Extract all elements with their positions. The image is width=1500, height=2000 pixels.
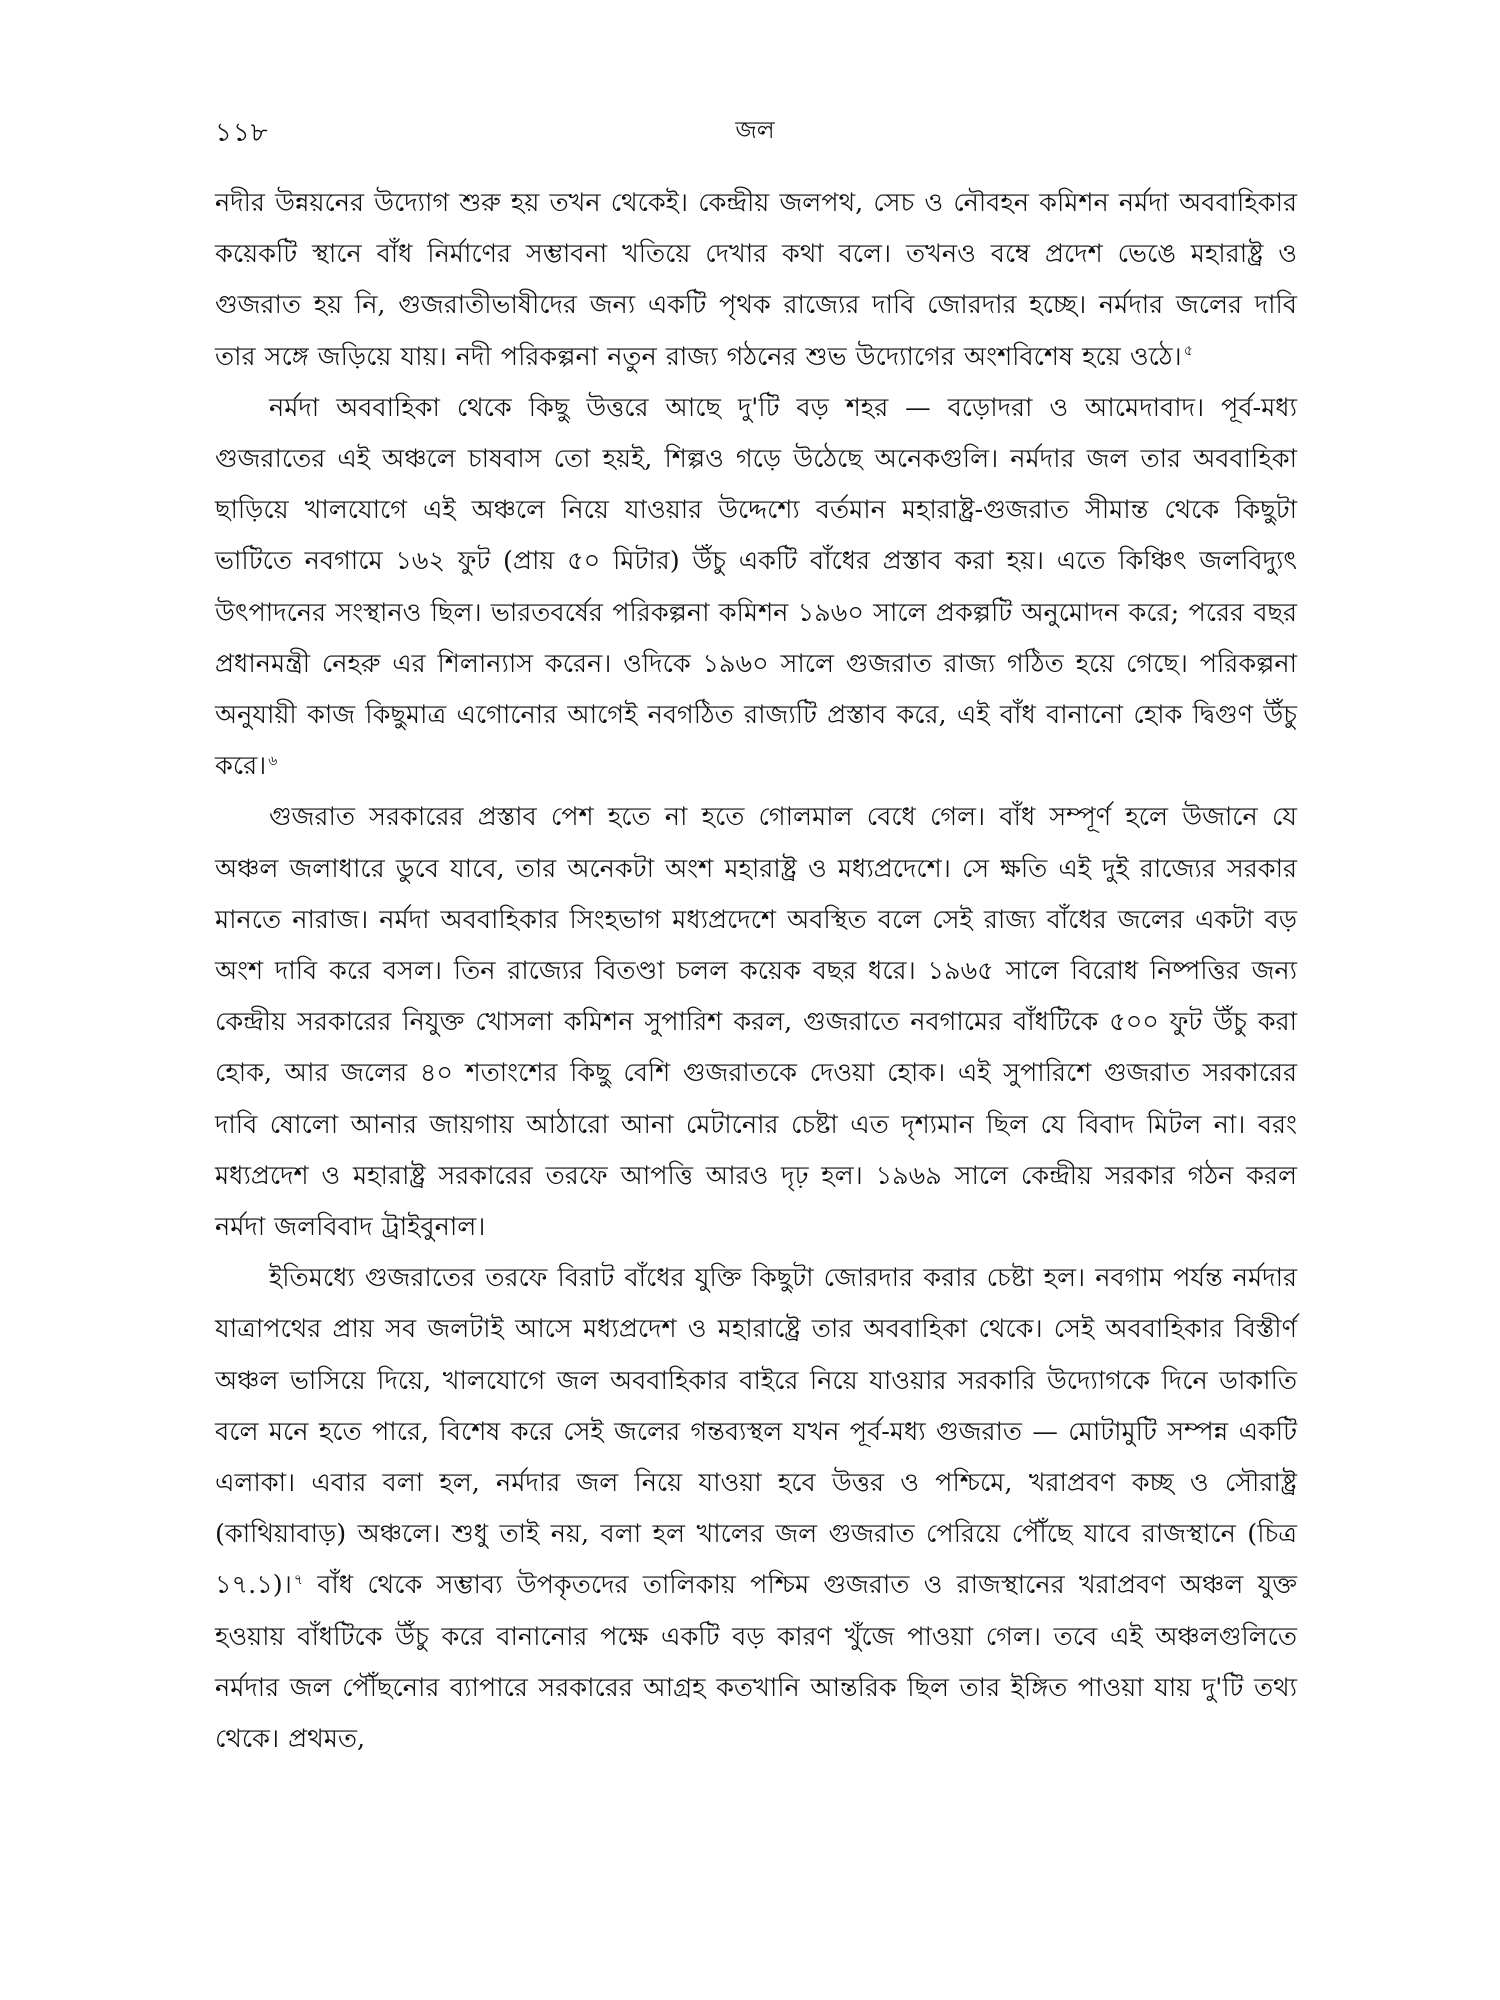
running-title: জল <box>735 116 775 144</box>
footnote-ref: ৫ <box>1183 343 1193 360</box>
paragraph-2 <box>215 383 1297 793</box>
paragraph-text: গুজরাত সরকারের প্রস্তাব পেশ হতে না হতে গোলমাল বেধে গেল। বাঁধ সম্পূর্ণ হলে উজানে যে অঞ্চল জলাধারে ডুবে যাবে, তার অনেকটা অংশ মহারাষ্ট্র ও মধ্যপ্রদেশে। সে ক্ষতি এই দুই রাজ্যের সরকার মানতে নারাজ। নর্মদা অববাহিকার সিংহভাগ মধ্যপ্রদেশে অবস্থিত বলে সেই রাজ্য বাঁধের জলের একটা বড় অংশ দাবি করে বসল। তিন রাজ্যের বিতণ্ডা চলল কয়েক বছর ধরে। ১৯৬৫ সালে বিরোধ নিষ্পত্তির জন্য কেন্দ্রীয় সরকারের নিযুক্ত খোসলা কমিশন সুপারিশ করল, গুজরাতে নবগামের বাঁধটিকে ৫০০ ফুট উঁচু করা হোক, আর জলের ৪০ শতাংশের কিছু বেশি গুজরাতকে দেওয়া হোক। এই সুপারিশে গুজরাত সরকারের দাবি ষোলো আনার জায়গায় আঠারো আনা মেটানোর চেষ্টা এত দৃশ্যমান ছিল যে বিবাদ মিটল না। বরং মধ্যপ্রদেশ ও মহারাষ্ট্র সরকারের তরফে আপত্তি আরও দৃঢ় হল। ১৯৬৯ সালে কেন্দ্রীয় সরকার গঠন করল নর্মদা জলবিবাদ ট্রাইবুনাল। <box>215 802 1297 1243</box>
paragraph-text: নর্মদা অববাহিকা থেকে কিছু উত্তরে আছে দু'টি বড় শহর — বড়োদরা ও আমেদাবাদ। পূর্ব-মধ্য গুজরাতের এই অঞ্চলে চাষবাস তো হয়ই, শিল্পও গড়ে উঠেছে অনেকগুলি। নর্মদার জল তার অববাহিকা ছাড়িয়ে খালযোগে এই অঞ্চলে নিয়ে যাওয়ার উদ্দেশ্যে বর্তমান মহারাষ্ট্র-গুজরাত সীমান্ত থেকে কিছুটা ভাটিতে নবগামে ১৬২ ফুট (প্রায় ৫০ মিটার) উঁচু একটি বাঁধের প্রস্তাব করা হয়। এতে কিঞ্চিৎ জলবিদ্যুৎ উৎপাদনের সংস্থানও ছিল। ভারতবর্ষের পরিকল্পনা কমিশন ১৯৬০ সালে প্রকল্পটি অনুমোদন করে; পরের বছর প্রধানমন্ত্রী নেহরু এর শিলান্যাস করেন। ওদিকে ১৯৬০ সালে গুজরাত রাজ্য গঠিত হয়ে গেছে। পরিকল্পনা অনুযায়ী কাজ কিছুমাত্র এগোনোর আগেই নবগঠিত রাজ্যটি প্রস্তাব করে, এই বাঁধ বানানো হোক দ্বিগুণ উঁচু করে। <box>215 392 1297 782</box>
page-number: ১১৮ <box>215 118 269 148</box>
paragraph-3 <box>215 792 1297 1253</box>
paragraph-1 <box>215 178 1297 383</box>
footnote-ref: ৬ <box>268 752 278 769</box>
paragraph-4 <box>215 1253 1297 1765</box>
running-head <box>215 112 1295 152</box>
paragraph-text: ইতিমধ্যে গুজরাতের তরফে বিরাট বাঁধের যুক্তি কিছুটা জোরদার করার চেষ্টা হল। নবগাম পর্যন্ত নর্মদার যাত্রাপথের প্রায় সব জলটাই আসে মধ্যপ্রদেশ ও মহারাষ্ট্রে তার অববাহিকা থেকে। সেই অববাহিকার বিস্তীর্ণ অঞ্চল ভাসিয়ে দিয়ে, খালযোগে জল অববাহিকার বাইরে নিয়ে যাওয়ার সরকারি উদ্যোগকে দিনে ডাকাতি বলে মনে হতে পারে, বিশেষ করে সেই জলের গন্তব্যস্থল যখন পূর্ব-মধ্য গুজরাত — মোটামুটি সম্পন্ন একটি এলাকা। এবার বলা হল, নর্মদার জল নিয়ে যাওয়া হবে উত্তর ও পশ্চিমে, খরাপ্রবণ কচ্ছ ও সৌরাষ্ট্র (কাথিয়াবাড়) অঞ্চলে। শুধু তাই নয়, বলা হল খালের জল গুজরাত পেরিয়ে পৌঁছে যাবে রাজস্থানে (চিত্র ১৭.১)। <box>215 1263 1297 1601</box>
paragraph-text: নদীর উন্নয়নের উদ্যোগ শুরু হয় তখন থেকেই। কেন্দ্রীয় জলপথ, সেচ ও নৌবহন কমিশন নর্মদা অববাহিকার কয়েকটি স্থানে বাঁধ নির্মাণের সম্ভাবনা খতিয়ে দেখার কথা বলে। তখনও বম্বে প্রদেশ ভেঙে মহারাষ্ট্র ও গুজরাত হয় নি, গুজরাতীভাষীদের জন্য একটি পৃথক রাজ্যের দাবি জোরদার হচ্ছে। নর্মদার জলের দাবি তার সঙ্গে জড়িয়ে যায়। নদী পরিকল্পনা নতুন রাজ্য গঠনের শুভ উদ্যোগের অংশবিশেষ হয়ে ওঠে। <box>215 188 1297 372</box>
footnote-ref: ৭ <box>293 1571 303 1588</box>
body-text <box>215 178 1297 1765</box>
paragraph-text-continued: বাঁধ থেকে সম্ভাব্য উপকৃতদের তালিকায় পশ্চিম গুজরাত ও রাজস্থানের খরাপ্রবণ অঞ্চল যুক্ত হওয়ায় বাঁধটিকে উঁচু করে বানানোর পক্ষে একটি বড় কারণ খুঁজে পাওয়া গেল। তবে এই অঞ্চলগুলিতে নর্মদার জল পৌঁছনোর ব্যাপারে সরকারের আগ্রহ কতখানি আন্তরিক ছিল তার ইঙ্গিত পাওয়া যায় দু'টি তথ্য থেকে। প্রথমত, <box>215 1570 1297 1755</box>
